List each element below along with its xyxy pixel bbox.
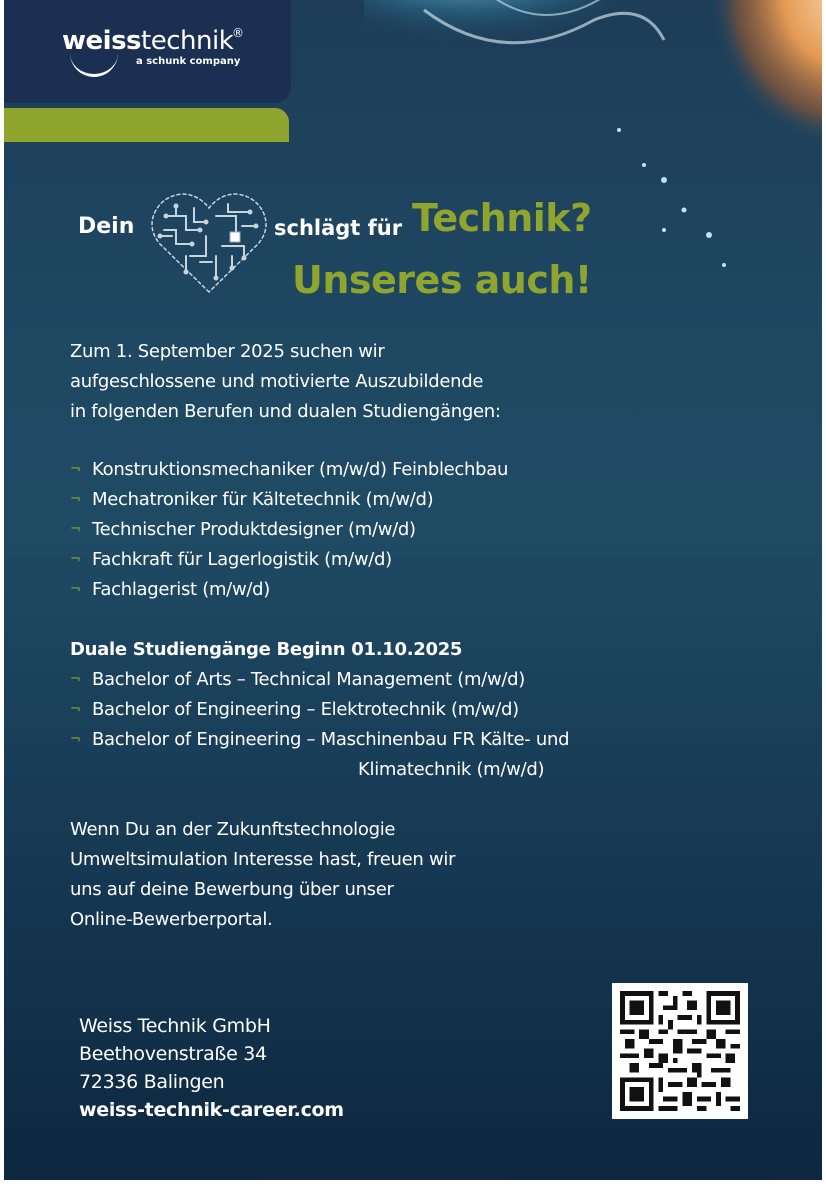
headline-technik: Technik? xyxy=(412,196,592,240)
outro-line: uns auf deine Bewerbung über unser xyxy=(70,879,394,900)
street-address: Beethovenstraße 34 xyxy=(79,1043,267,1065)
list-item: ¬ Mechatroniker für Kältetechnik (m/w/d) xyxy=(70,485,508,515)
logo-block xyxy=(4,0,291,103)
city-address: 72336 Balingen xyxy=(79,1071,225,1093)
list-item: ¬ Bachelor of Arts – Technical Management (m/w/d) xyxy=(70,665,569,695)
outro-line: Online-Bewerberportal. xyxy=(70,909,273,930)
headline-dein: Dein xyxy=(78,214,135,239)
bullet-icon: ¬ xyxy=(70,702,81,717)
intro-text xyxy=(70,337,501,427)
headline-unseres-auch: Unseres auch! xyxy=(292,258,592,302)
bullet-icon: ¬ xyxy=(70,672,81,687)
intro-line: Zum 1. September 2025 suchen wir xyxy=(70,341,385,362)
logo-tagline: a schunk company xyxy=(136,56,241,67)
list-item: ¬ Bachelor of Engineering – Maschinenbau FR Kälte- und Klimatechnik (m/w/d) xyxy=(70,725,569,785)
apprenticeship-list xyxy=(70,455,508,605)
outro-text xyxy=(70,815,455,935)
outro-line: Umweltsimulation Interesse hast, freuen wir xyxy=(70,849,456,870)
contact-block xyxy=(79,1012,344,1124)
bullet-icon: ¬ xyxy=(70,552,81,567)
headline-schlaegt-fuer: schlägt für xyxy=(274,216,403,240)
study-heading: Duale Studiengänge Beginn 01.10.2025 xyxy=(70,639,463,660)
bullet-icon: ¬ xyxy=(70,492,81,507)
logo-wordmark: weisstechnik xyxy=(62,26,234,56)
company-name: Weiss Technik GmbH xyxy=(79,1015,271,1037)
qr-code[interactable] xyxy=(612,983,748,1119)
study-list xyxy=(70,665,569,785)
intro-line: in folgenden Berufen und dualen Studiengängen: xyxy=(70,401,501,422)
qr-code-icon xyxy=(620,991,740,1111)
list-item: ¬ Technischer Produktdesigner (m/w/d) xyxy=(70,515,508,545)
bullet-icon: ¬ xyxy=(70,522,81,537)
outro-line: Wenn Du an der Zukunftstechnologie xyxy=(70,819,396,840)
list-item: ¬ Bachelor of Engineering – Elektrotechnik (m/w/d) xyxy=(70,695,569,725)
bullet-icon: ¬ xyxy=(70,732,81,747)
intro-line: aufgeschlossene und motivierte Auszubildende xyxy=(70,371,484,392)
job-poster xyxy=(4,0,822,1180)
accent-bar xyxy=(4,108,289,142)
logo-registered-mark: ® xyxy=(232,26,244,40)
bullet-icon: ¬ xyxy=(70,582,81,597)
circuit-heart-icon xyxy=(146,186,272,298)
list-item: ¬ Fachkraft für Lagerlogistik (m/w/d) xyxy=(70,545,508,575)
list-item-continuation: Klimatechnik (m/w/d) xyxy=(358,759,545,780)
bullet-icon: ¬ xyxy=(70,462,81,477)
list-item: ¬ Fachlagerist (m/w/d) xyxy=(70,575,508,605)
list-item: ¬ Konstruktionsmechaniker (m/w/d) Feinblechbau xyxy=(70,455,508,485)
career-website-link[interactable]: weiss-technik-career.com xyxy=(79,1099,344,1121)
